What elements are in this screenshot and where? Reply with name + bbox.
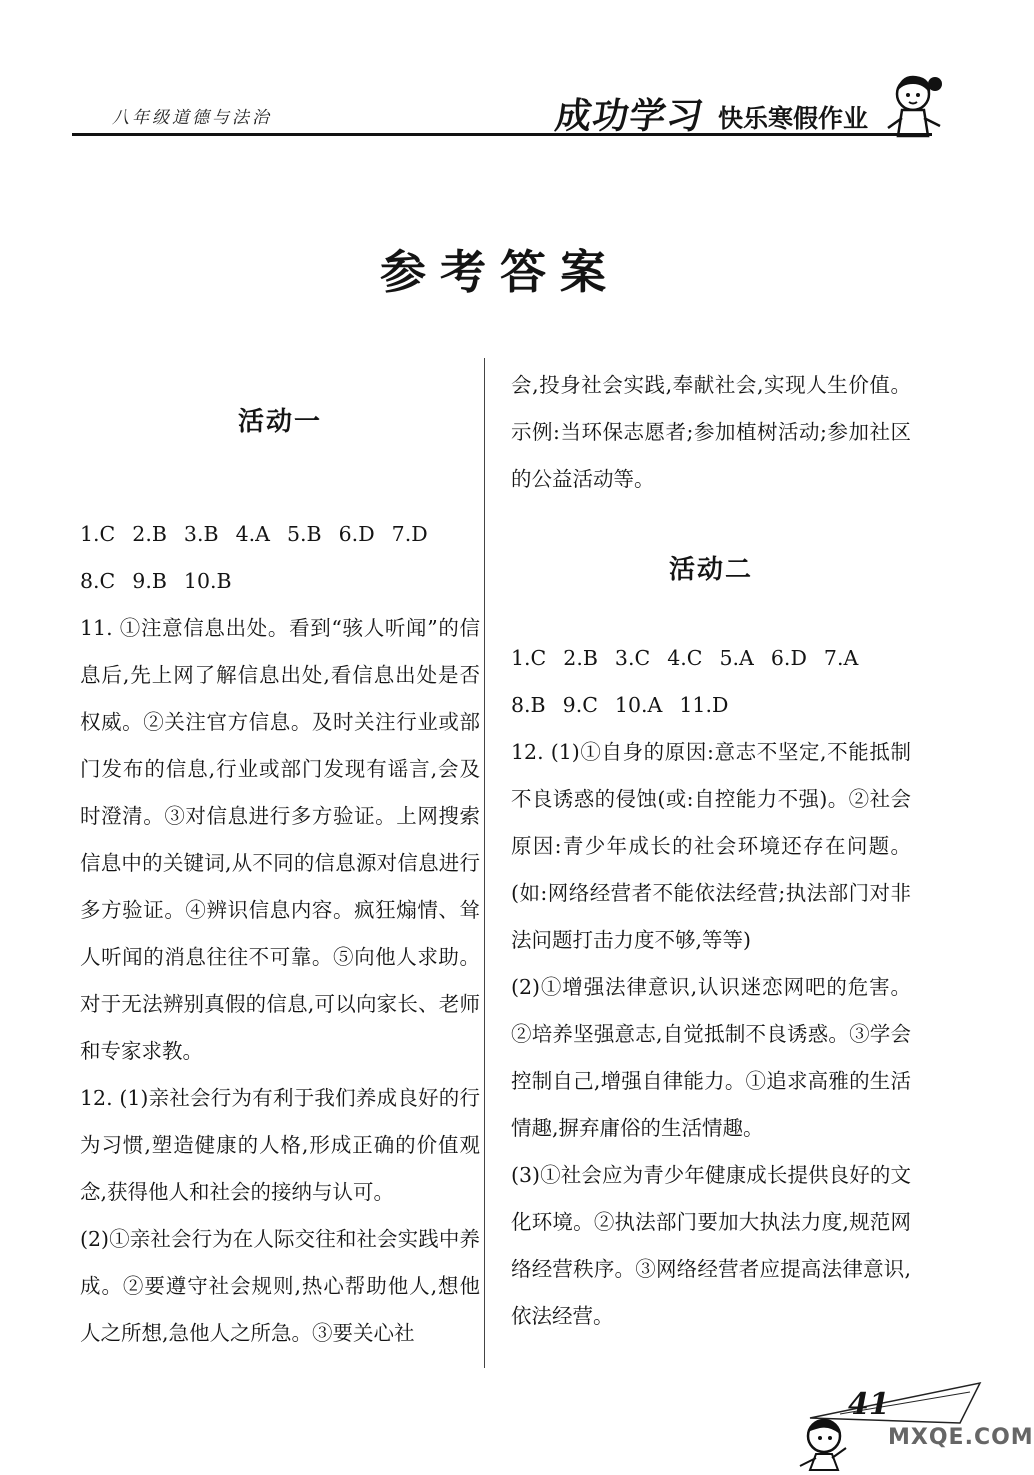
brand-title: 成功学习 bbox=[552, 96, 707, 137]
answer-paragraph: (2)①增强法律意识,认识迷恋网吧的危害。②培养坚强意志,自觉抵制不良诱惑。③学会控制自己,增强自律能力。①追求高雅的生活情趣,摒弃庸俗的生活情趣。 bbox=[511, 975, 911, 1140]
page-title: 参考答案 bbox=[380, 245, 620, 299]
page-number: 41 bbox=[848, 1387, 890, 1422]
answer-paragraph: 11. ①注意信息出处。看到“骇人听闻”的信息后,先上网了解信息出处,看信息出处是否权威。②关注官方信息。及时关注行业或部门发布的信息,行业或部门发现有谣言,会及时澄清。③对信息进行多方验证。上网搜索信息中的关键词,从不同的信息源对信息进行多方验证。④辨识信息内容。疯狂煽情、耸人听闻的消息往往不可靠。⑤向他人求助。对于无法辨别真假的信息,可以向家长、老师和专家求教。 bbox=[80, 616, 480, 1063]
column-divider bbox=[484, 358, 485, 1368]
mc-answers-line: 8.B 9.C 10.A 11.D bbox=[511, 693, 729, 717]
mc-answers-line: 1.C 2.B 3.C 4.C 5.A 6.D 7.A bbox=[511, 646, 859, 670]
series-title: 快乐寒假作业 bbox=[718, 104, 869, 133]
mc-answers-line: 8.C 9.B 10.B bbox=[80, 569, 232, 593]
section-heading-activity-1: 活动一 bbox=[237, 407, 322, 437]
answer-paragraph: (2)①亲社会行为在人际交往和社会实践中养成。②要遵守社会规则,热心帮助他人,想他人之所想,急他人之所急。③要关心社 bbox=[80, 1227, 480, 1345]
header-rule bbox=[72, 133, 932, 136]
answer-paragraph: 12. (1)①自身的原因:意志不坚定,不能抵制不良诱惑的侵蚀(或:自控能力不强)。②社会原因:青少年成长的社会环境还存在问题。(如:网络经营者不能依法经营;执法部门对非法问题打击力度不够,等等) bbox=[511, 740, 911, 952]
left-column bbox=[80, 393, 480, 1357]
answer-paragraph: (3)①社会应为青少年健康成长提供良好的文化环境。②执法部门要加大执法力度,规范网络经营秩序。③网络经营者应提高法律意识,依法经营。 bbox=[511, 1163, 911, 1328]
page-header bbox=[0, 0, 1000, 140]
cartoon-girl-icon bbox=[880, 70, 950, 140]
watermark: MXQE.COM bbox=[888, 1425, 1034, 1450]
mc-answers-line: 1.C 2.B 3.B 4.A 5.B 6.D 7.D bbox=[80, 522, 428, 546]
subject-label: 八年级道德与法治 bbox=[112, 108, 272, 128]
answer-continuation: 会,投身社会实践,奉献社会,实现人生价值。 示例:当环保志愿者;参加植树活动;参加社区的公益活动等。 bbox=[511, 373, 911, 491]
section-heading-activity-2: 活动二 bbox=[668, 555, 753, 585]
answer-paragraph: 12. (1)亲社会行为有利于我们养成良好的行为习惯,塑造健康的人格,形成正确的价值观念,获得他人和社会的接纳与认可。 bbox=[80, 1086, 480, 1204]
right-column bbox=[511, 362, 911, 1340]
